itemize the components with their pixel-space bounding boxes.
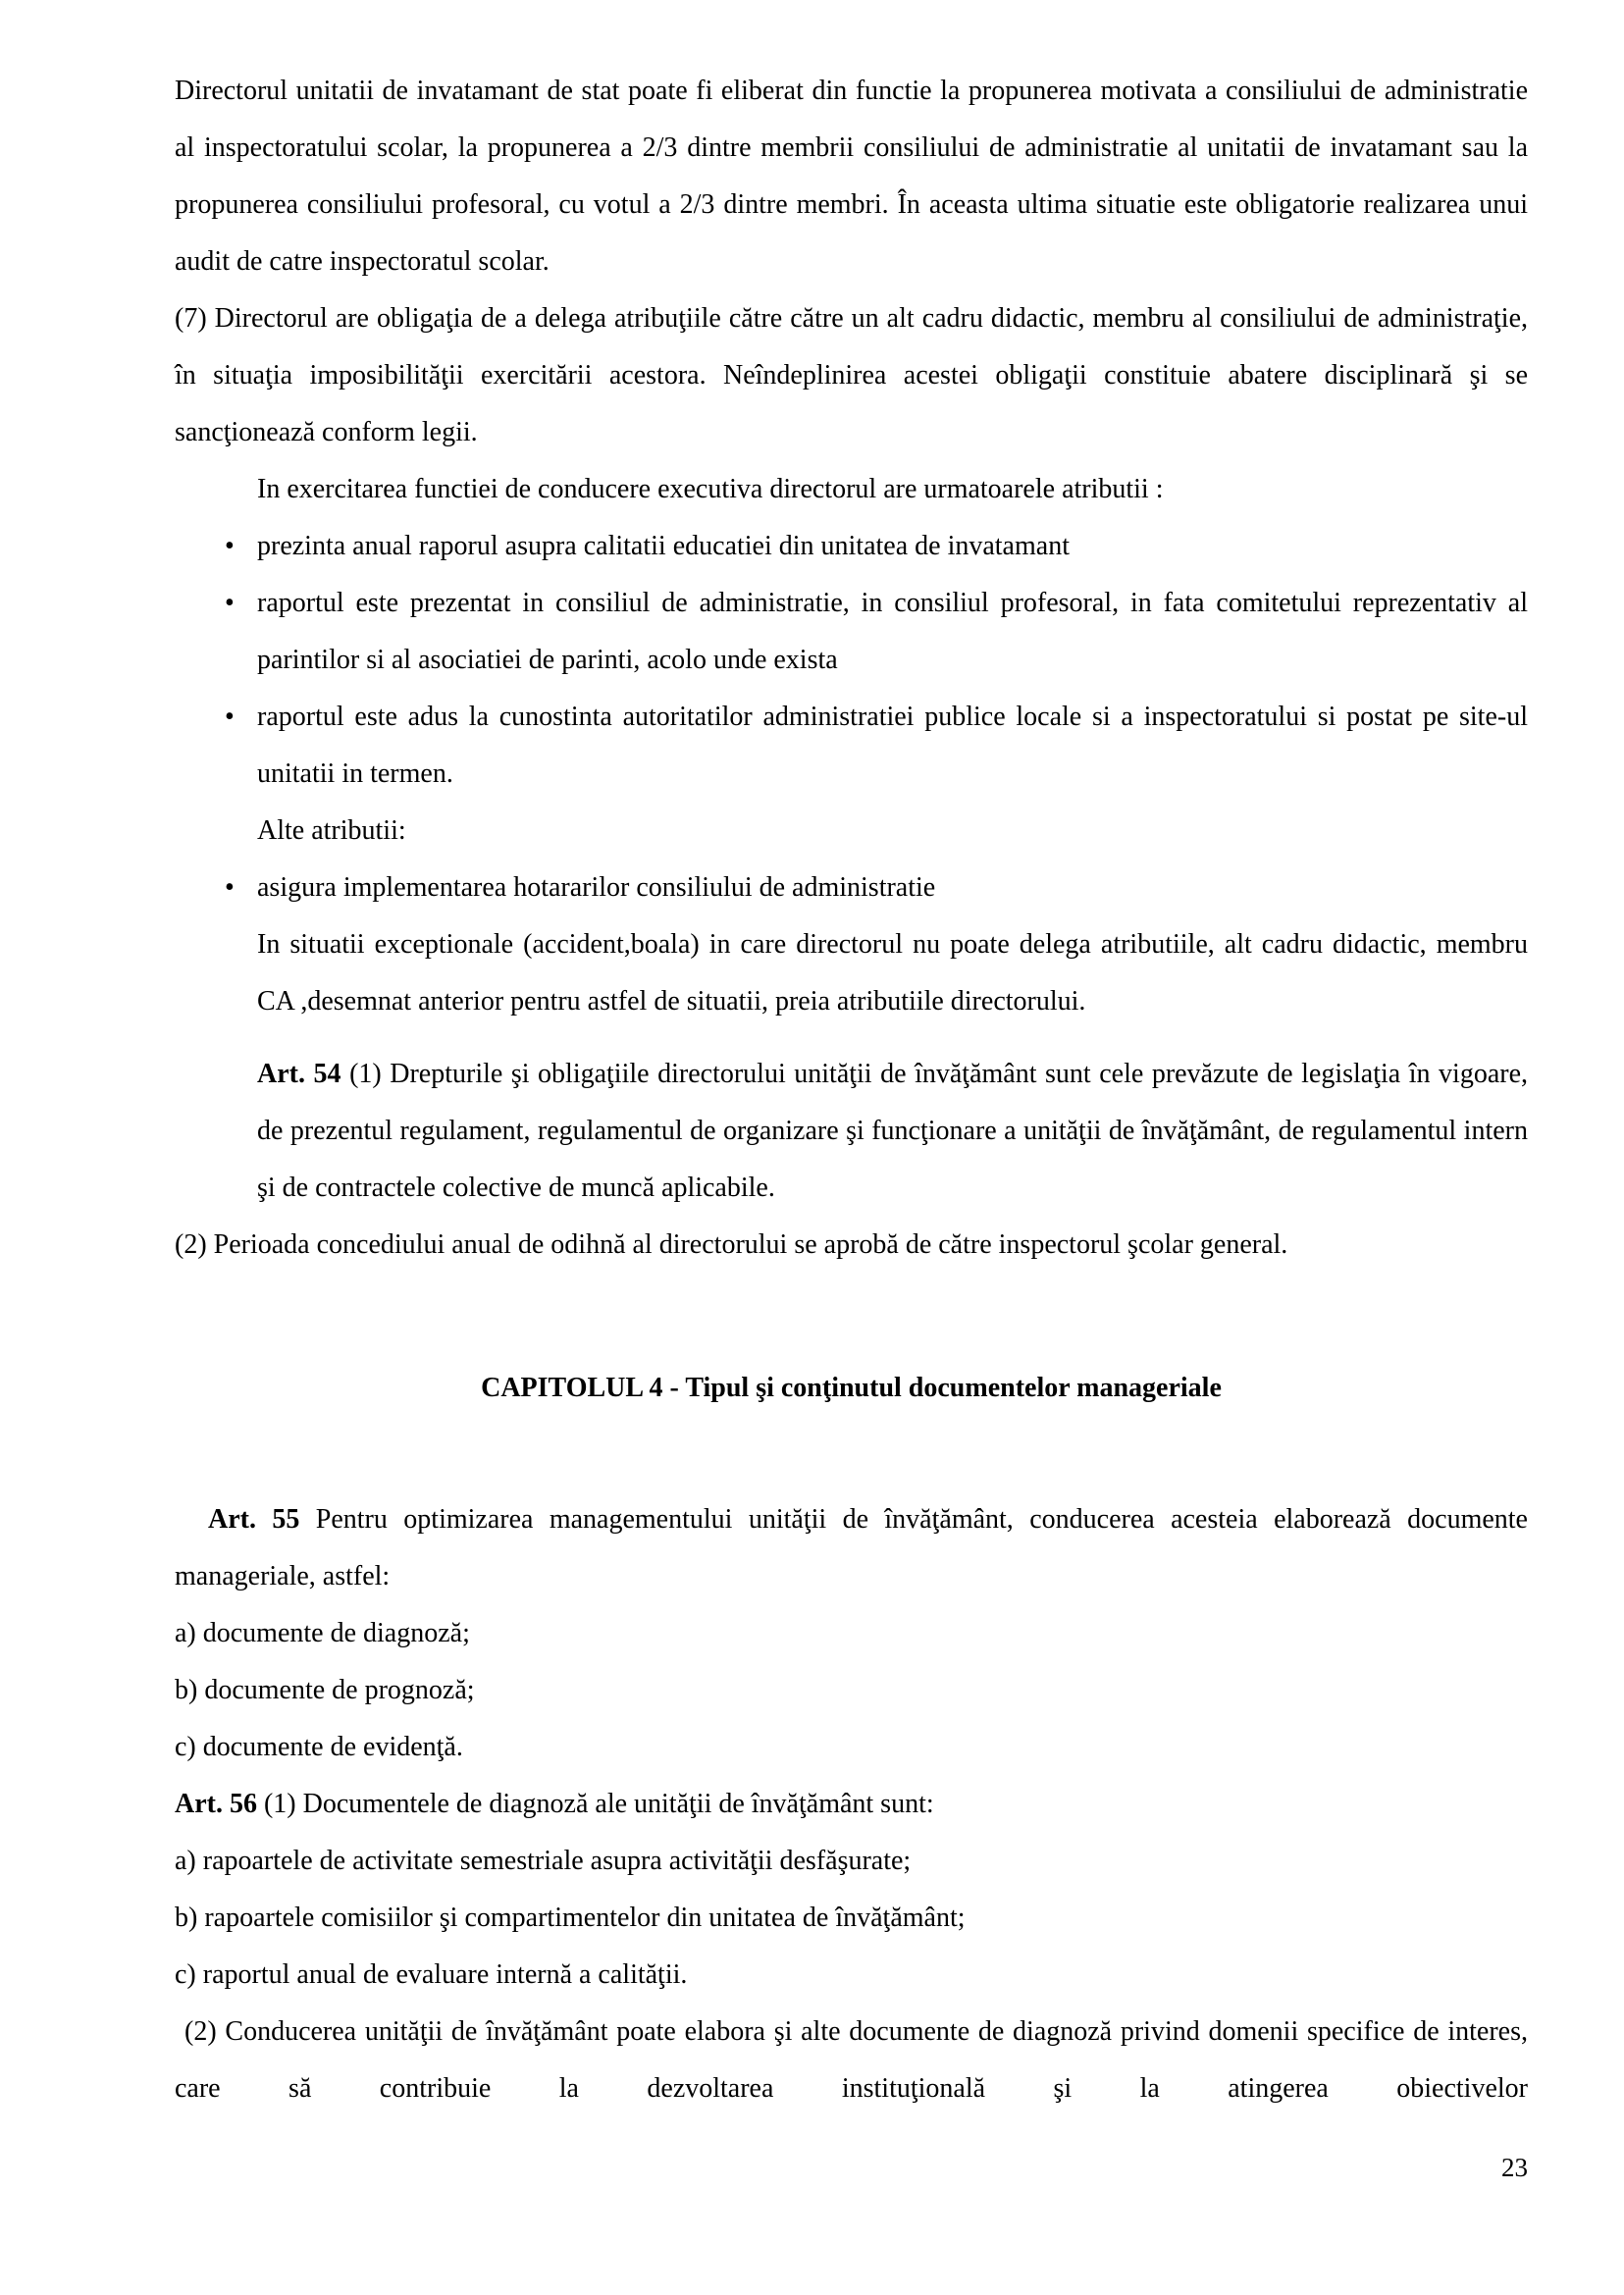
- exec-intro-line: In exercitarea functiei de conducere executiva directorul are urmatoarele atributii :: [257, 474, 1164, 504]
- article-text-55: Pentru optimizarea managementului unităţii de învăţământ, conducerea acesteia elaborează documente manageriale, astfel:: [175, 1504, 1528, 1591]
- page-number: 23: [1501, 2153, 1528, 2182]
- list-item: • prezinta anual raporul asupra calitatii educatiei din unitatea de invatamant: [257, 518, 1528, 575]
- paragraph-art56: [175, 1776, 1528, 1833]
- list-item: • raportul este adus la cunostinta autoritatilor administratiei publice locale si a inspectoratului si postat pe site-ul unitatii in termen.: [257, 689, 1528, 803]
- article-text-56: (1) Documentele de diagnoză ale unităţii de învăţământ sunt:: [263, 1789, 934, 1819]
- article-text-54: (1) Drepturile şi obligaţiile directorului unităţii de învăţământ sunt cele prevăzute de legislaţia în vigoare, de prezentul regulament, regulamentul de organizare şi funcţionare a unităţii de învăţământ, de regulamentul intern şi de contractele colective de muncă aplicabile.: [257, 1059, 1528, 1203]
- paragraph-7: (7) Directorul are obligaţia de a delega atribuţiile către către un alt cadru didactic, membru al consiliului de administraţie, în situaţia imposibilităţii exercitării acestora. Neîndeplinirea acestei obligaţii constituie abatere disciplinară şi se sancţionează conform legii.: [175, 303, 1528, 447]
- list55-item-b: b) documente de prognoză;: [175, 1675, 475, 1705]
- article-label-54: Art. 54: [257, 1059, 341, 1089]
- paragraph-exceptional: In situatii exceptionale (accident,boala) in care directorul nu poate delega atributiile, alt cadru didactic, membru CA ,desemnat anterior pentru astfel de situatii, preia atributiile directorului.: [257, 929, 1528, 1017]
- list56-item-a: a) rapoartele de activitate semestriale asupra activităţii desfăşurate;: [175, 1846, 912, 1876]
- bullet-list-attributions: [175, 518, 1528, 803]
- list-item: • raportul este prezentat in consiliul de administratie, in consiliul profesoral, in fata comitetului reprezentativ al parintilor si al asociatiei de parinti, acolo unde exista: [257, 575, 1528, 689]
- paragraph-art54-2: (2) Perioada concediului anual de odihnă al directorului se aprobă de către inspectorul şcolar general.: [175, 1229, 1288, 1260]
- list55-item-a: a) documente de diagnoză;: [175, 1618, 470, 1648]
- article-label-56: Art. 56: [175, 1789, 257, 1819]
- paragraph-art54: [257, 1046, 1528, 1217]
- document-page: [175, 63, 1528, 2117]
- list56-item-b: b) rapoartele comisiilor şi compartimentelor din unitatea de învăţământ;: [175, 1903, 966, 1933]
- paragraph-art55: [175, 1491, 1528, 1605]
- bullet-list-other: [175, 860, 1528, 916]
- article-label-55: Art. 55: [208, 1504, 300, 1535]
- chapter-heading: CAPITOLUL 4 - Tipul şi conţinutul documentelor manageriale: [481, 1373, 1222, 1403]
- paragraph-intro: Directorul unitatii de invatamant de stat poate fi eliberat din functie la propunerea motivata a consiliului de administratie al inspectoratului scolar, la propunerea a 2/3 dintre membrii consiliului de administratie al unitatii de invatamant sau la propunerea consiliului profesoral, cu votul a 2/3 dintre membri. În aceasta ultima situatie este obligatorie realizarea unui audit de catre inspectoratul scolar.: [175, 76, 1528, 277]
- paragraph-art56-2: (2) Conducerea unităţii de învăţământ poate elabora şi alte documente de diagnoză privind domenii specifice de interes, care să contribuie la dezvoltarea instituţională şi la atingerea obiectivelor: [175, 2016, 1528, 2104]
- list55-item-c: c) documente de evidenţă.: [175, 1732, 463, 1762]
- list56-item-c: c) raportul anual de evaluare internă a calităţii.: [175, 1959, 688, 1990]
- list-item: • asigura implementarea hotararilor consiliului de administratie: [257, 860, 1528, 916]
- alte-atributii-label: Alte atributii:: [257, 815, 406, 846]
